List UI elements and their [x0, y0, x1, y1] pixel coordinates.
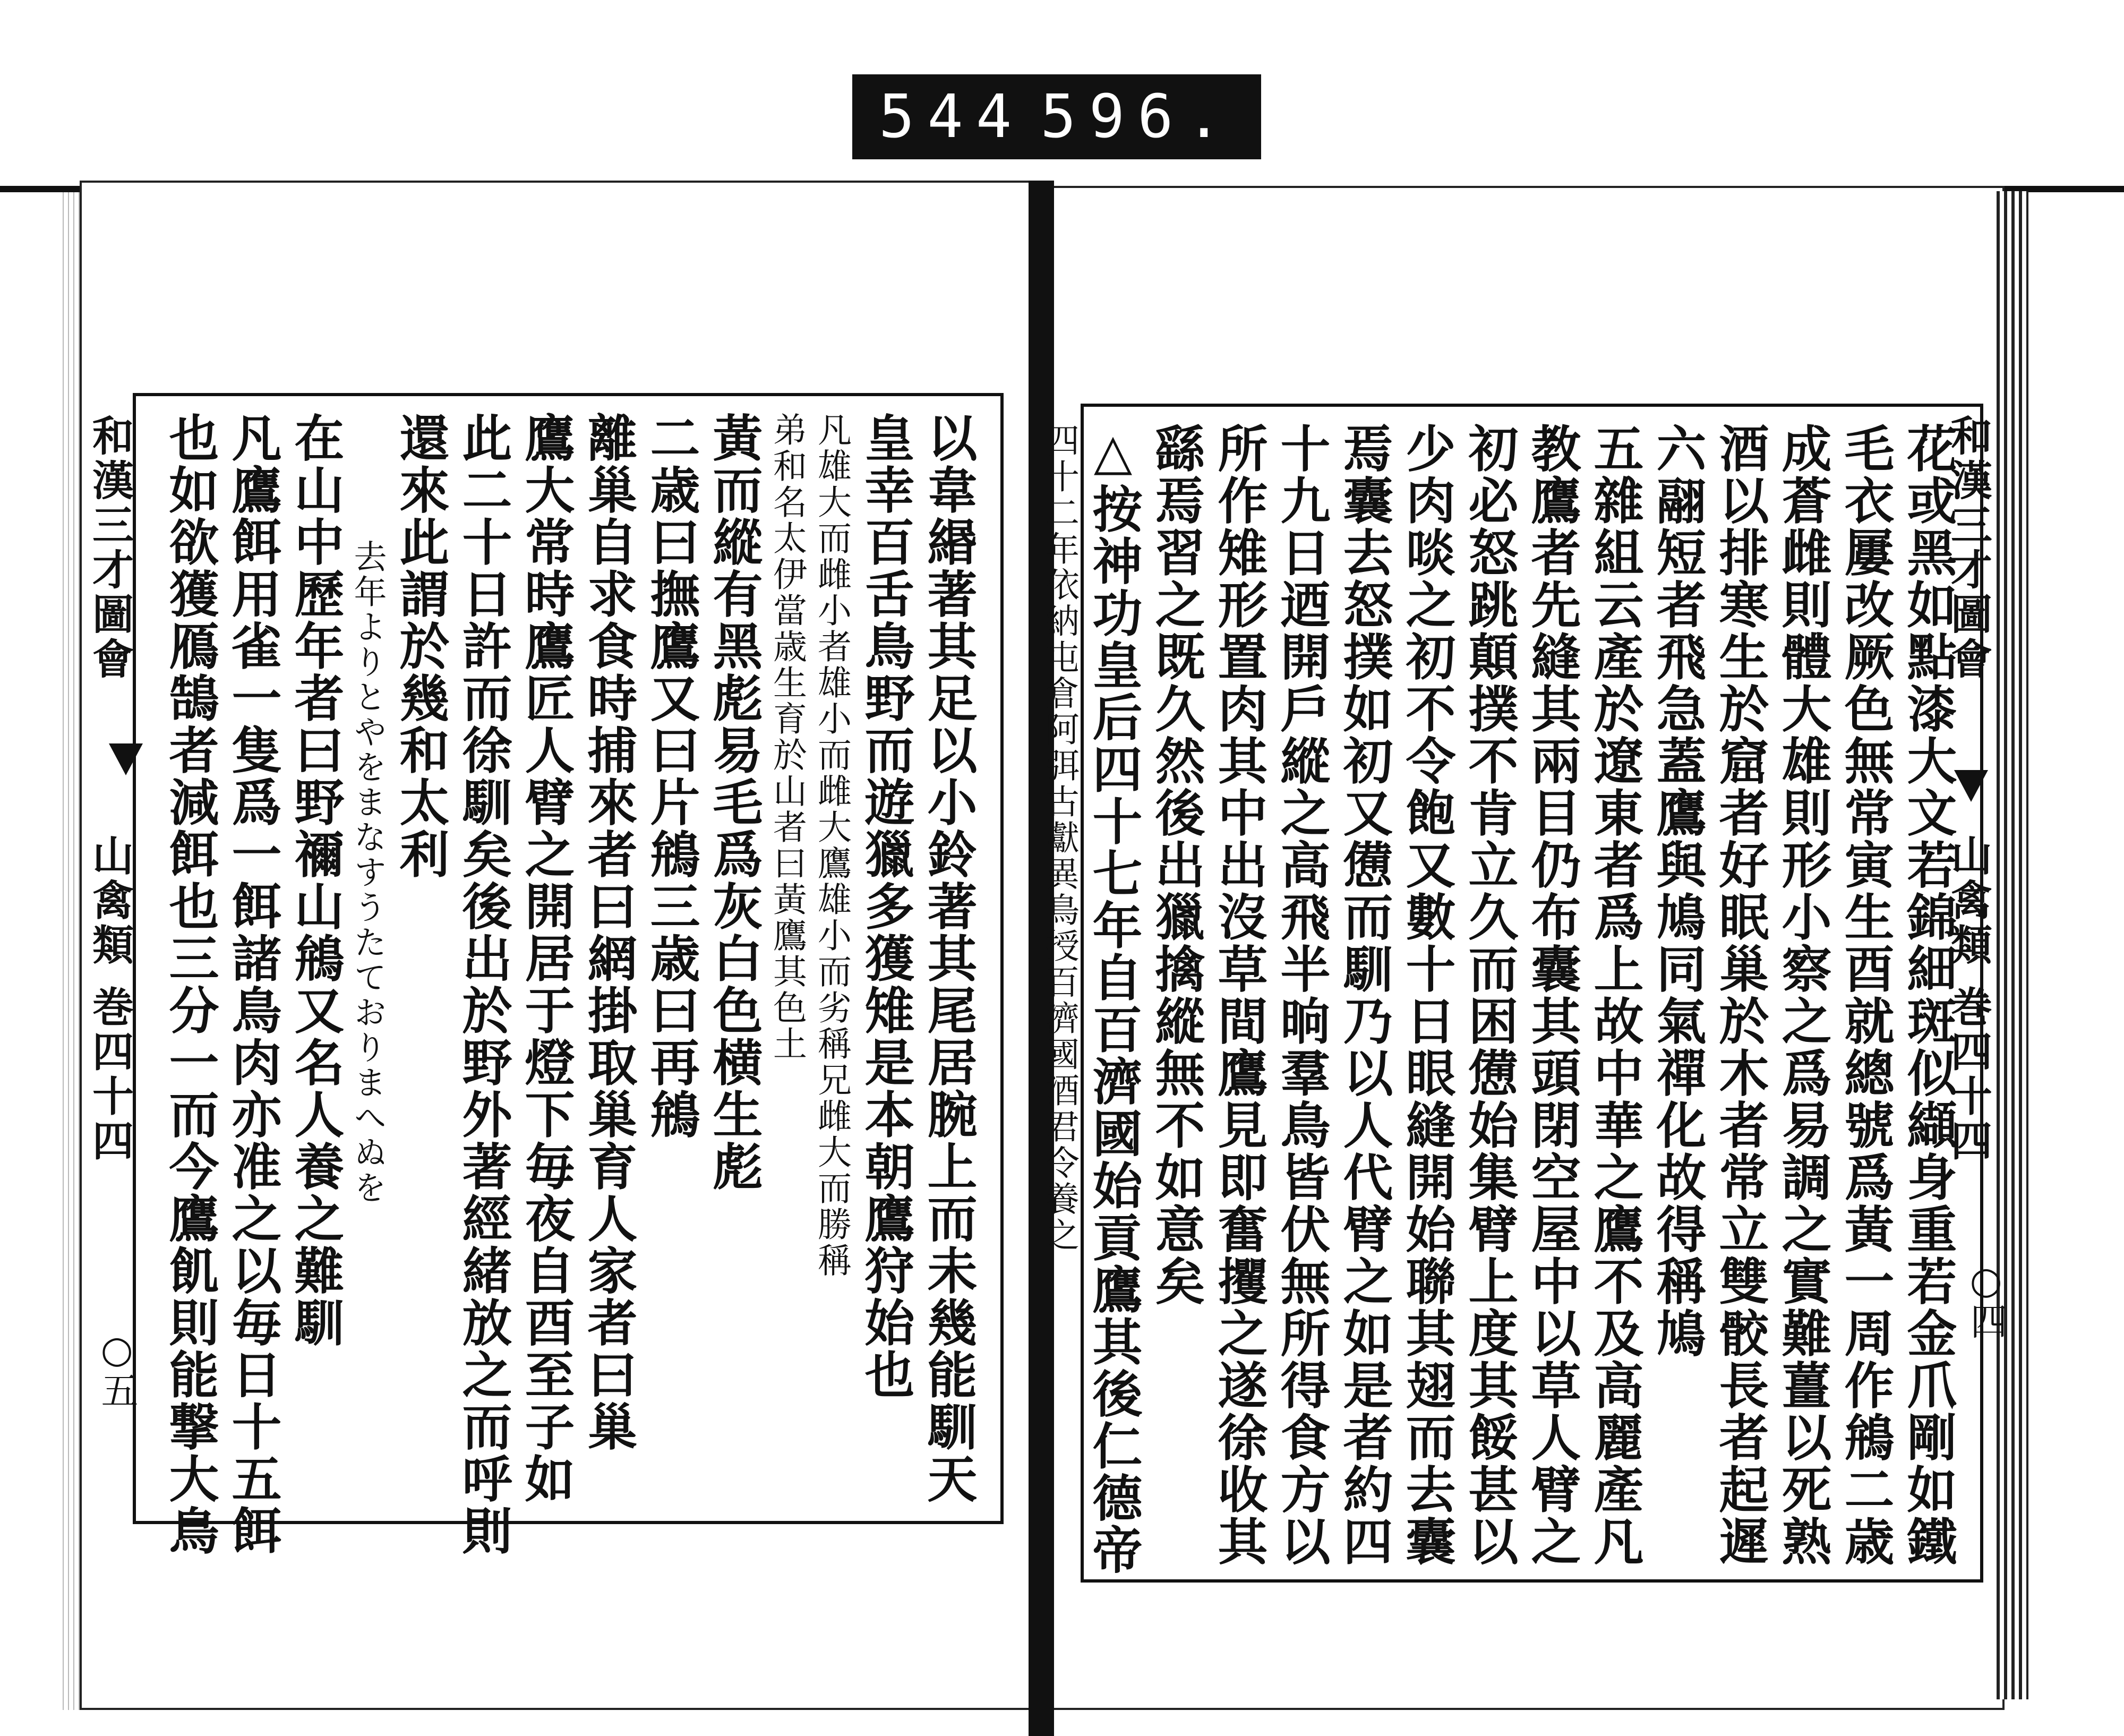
- text-column: 還來此謂於幾和太利: [391, 412, 449, 880]
- text-column: 酒以排寒生於窟者好眠巢於木者常立雙骹長者起遲: [1710, 423, 1769, 1568]
- text-column: 成蒼雌則體大雄則形小察之爲易調之實難薑以死熟: [1773, 423, 1831, 1568]
- left-volume: 巻四十四: [85, 985, 134, 1164]
- label-number-right: 596.: [1040, 82, 1235, 151]
- page-edge-right: [1997, 191, 2028, 1699]
- text-column: 皇幸百舌鳥野而遊獵多獲雉是本朝鷹狩始也: [856, 412, 914, 1401]
- text-column: 在山中歷年者曰野禰山鴘又名人養之難馴: [286, 412, 344, 1349]
- handwritten-note: 去年よりとやをまなすうたておりまへぬを: [348, 540, 387, 1205]
- text-column: 毛衣屢改厥色無常寅生酉就總號爲黃一周作鴘二歳: [1836, 423, 1894, 1568]
- text-column: 凡雄大而雌小者雄小而雌大鷹雄小而劣稱兄雌大而勝稱: [812, 412, 851, 1279]
- text-column: 以韋緡著其足以小鈴著其尾居腕上而未幾能馴天: [919, 412, 977, 1505]
- right-folio: ○四: [1964, 1259, 2008, 1339]
- text-column: 花或黑如點漆大文若錦細斑似纈身重若金爪剛如鐵: [1898, 423, 1957, 1568]
- text-column: 五雜組云產於遼東者爲上故中華之鷹不及高麗產凡: [1585, 423, 1643, 1568]
- right-text-block: [1040, 404, 1983, 1583]
- text-column: 鷹大常時鷹匠人臂之開居于燈下毎夜自酉至子如: [516, 412, 575, 1505]
- text-column: 繇焉習之既久然後出獵擒縱無不如意矣: [1146, 423, 1205, 1307]
- text-column: 教鷹者先縫其兩目仍布囊其頭閉空屋中以草人臂之: [1522, 423, 1581, 1568]
- label-number-left: 544: [879, 82, 1025, 151]
- left-running-head: [80, 414, 139, 1164]
- text-column: 十九日迺開戶縱之高飛半晌羣鳥皆伏無所得食方以: [1272, 423, 1330, 1568]
- left-folio: ○五: [95, 1328, 139, 1408]
- text-column: 凡鷹餌用雀一隻爲一餌諸鳥肉亦准之以毎日十五餌: [223, 412, 281, 1557]
- text-column: 少肉啖之初不令飽又數十日眼縫開始聯其翅而去囊: [1397, 423, 1455, 1568]
- left-title: 和漢三才圖會: [85, 414, 134, 682]
- text-column: 黃而縱有黑彪易毛爲灰白色横生彪: [704, 412, 763, 1193]
- right-section: 山禽類: [1944, 834, 1992, 968]
- text-column: 此二十日許而徐馴矣後出於野外著經緒放之而呼則: [453, 412, 512, 1557]
- text-column: 二歳曰撫鷹又曰片鴘三歳曰再鴘: [641, 412, 700, 1141]
- page-edge-left: [58, 191, 80, 1710]
- text-column: 弟和名太伊當歳生育於山者曰黃鷹其色土: [767, 412, 807, 1062]
- catalog-label: [852, 74, 1261, 159]
- text-column: 四十二年依納屯倉阿弭古獻異鳥授百濟國酒君令養之: [1040, 423, 1079, 1253]
- text-column: 焉囊去怒撲如初又憊而馴乃以人代臂之如是者約四: [1334, 423, 1393, 1568]
- text-column: 初必怒跳顛撲不肯立久而困憊始集臂上度其餒甚以: [1460, 423, 1518, 1568]
- left-section: 山禽類: [85, 834, 134, 968]
- right-title: 和漢三才圖會: [1944, 414, 1992, 682]
- text-column: 也如欲獲鴈鵠者減餌也三分一而今鷹飢則能撃大鳥: [160, 412, 219, 1557]
- text-column: △按神功皇后四十七年自百濟國始貢鷹其後仁德帝: [1084, 423, 1142, 1576]
- text-column: 六翮短者飛急蓋鷹與鳩同氣禪化故得稱鳩: [1648, 423, 1706, 1359]
- left-text-block: [133, 393, 1004, 1557]
- text-column: 所作雉形置肉其中出沒草間鷹見即奮攫之遂徐收其: [1209, 423, 1267, 1568]
- right-volume: 巻四十四: [1944, 985, 1992, 1164]
- text-column: 離巢自求食時捕來者曰網掛取巢育人家者曰巢: [579, 412, 637, 1453]
